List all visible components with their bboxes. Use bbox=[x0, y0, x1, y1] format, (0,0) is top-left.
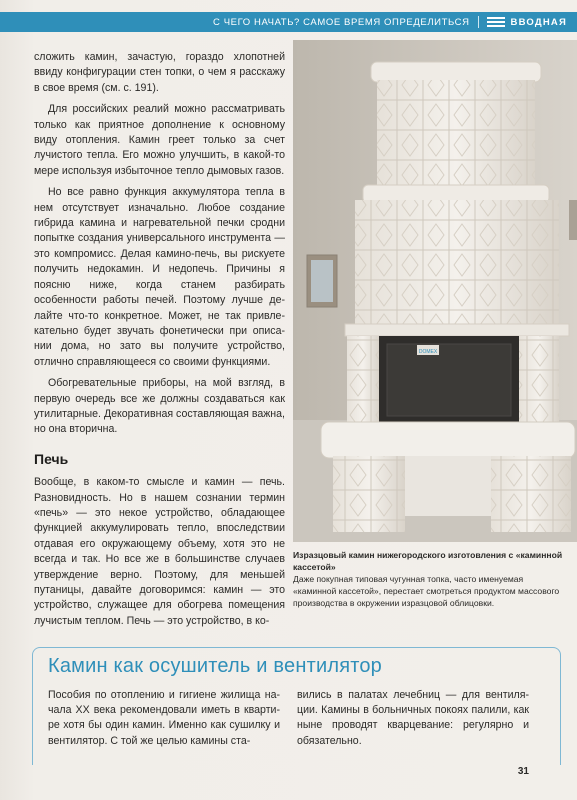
hearth-shelf bbox=[321, 422, 575, 458]
left-pillar-tiles bbox=[347, 336, 379, 426]
paragraph-5: Вообще, в каком-то смысле и камин — печь. Разновидность. Но в нашем сознании термин «печь» — это некое устройство, обладающее функцией аккумулировать тепло, впоследствии отдавая его окружающему объему, хотя это не всегда и так. Но все же в большинстве случаев утверждение верно. Поэтому, для меньшей путаницы, давайте договоримся: камин — это устройство, служащее для обогрева помещения лучистым теплом. Печь — это устройство, в ко- bbox=[34, 476, 285, 627]
base-niche bbox=[405, 456, 491, 516]
sidebar-title: Камин как осушитель и вентилятор bbox=[48, 655, 383, 677]
caption-title: Изразцовый камин нижегородского изготовления с «каминной кассетой» bbox=[293, 550, 563, 572]
paragraph-1: сложить камин, зачастую, гораздо хлопотней ввиду конфигурации стен топки, о чем я расскажу в свое время (см. с. 191). bbox=[34, 51, 285, 94]
section-heading: Печь bbox=[34, 450, 69, 467]
fireplace-photo bbox=[293, 40, 577, 542]
paragraph-4: Обогревательные приборы, на мой взгляд, в первую очередь все же должны создаваться как утилитарные. Декоративная составляющая важна, но она вторична. bbox=[34, 377, 285, 436]
header-section-title: С ЧЕГО НАЧАТЬ? САМОЕ ВРЕМЯ ОПРЕДЕЛИТЬСЯ bbox=[213, 16, 470, 28]
header-chapter-title: ВВОДНАЯ bbox=[510, 16, 567, 28]
main-text-column bbox=[34, 50, 285, 635]
top-cornice bbox=[371, 62, 541, 82]
photo-caption bbox=[293, 549, 563, 609]
brand-plate-text: DOMEX bbox=[418, 349, 438, 355]
page-number: 31 bbox=[517, 766, 529, 777]
window-glass bbox=[311, 260, 333, 302]
tiled-fireplace-illustration bbox=[293, 40, 577, 542]
firebox-glass bbox=[387, 344, 511, 416]
header-separator bbox=[478, 16, 479, 28]
lower-cornice bbox=[345, 324, 569, 336]
caption-text: Даже покупная типовая чугунная топка, часто именуемая «каминной кассетой», перестает смотреться продуктом массового производства в окружении изразцовой облицовки. bbox=[293, 574, 560, 608]
upper-tower-tiles bbox=[377, 80, 535, 190]
base-left-tiles bbox=[333, 456, 405, 532]
right-window bbox=[569, 200, 577, 240]
running-header bbox=[0, 12, 577, 32]
sidebar-column-right: вились в палатах лечебниц — для вентиляции. Камины в больничных покоях палили, как ныне проводят кварцевание: регулярно и обязательно. bbox=[297, 689, 529, 747]
base-right-tiles bbox=[491, 456, 571, 532]
sidebar-column-left: Пособия по отоплению и гигиене жилища начала XX века рекомендовали иметь в квартире хотя бы один камин. Именно как сушилку и вентилятор. С той же целью камины ста- bbox=[48, 689, 280, 747]
middle-body-tiles bbox=[355, 200, 559, 328]
chapter-stripes-icon bbox=[487, 16, 505, 28]
paragraph-3: Но все равно функция аккумулятора тепла в нем отсутствует изначально. Любое создание гибрида камина и нагревательной печки сродни попытке создания универсального инструмента — это компромисс. Делая камино-печь, вы рискуете получить недокамин. И недопечь. Причины я поясню ниже, когда станем разбирать особенности работы печей. Поэтому лучше делайте что-то конкретное. Может, не так привлекательно будет звучать фонетически при описании дома, но зато вы получите устройство, отлично справляющееся со своими функциями. bbox=[34, 186, 285, 368]
paragraph-2: Для российских реалий можно рассматривать только как приятное дополнение к основному виду отопления. Камин греет только за счет лучистого тепла. Его можно улучшить, в какой-то мере используя избыточное тепло дымовых газов. bbox=[34, 103, 285, 177]
right-pillar-tiles bbox=[519, 336, 559, 426]
